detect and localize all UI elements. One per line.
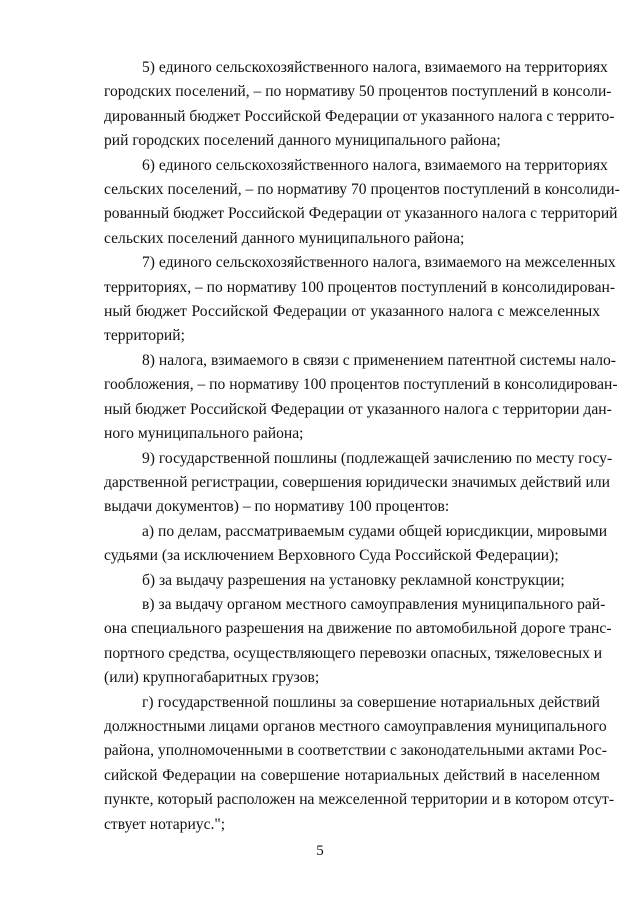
- subparagraph-v: [104, 593, 612, 691]
- text-line: ствует нотариус.";: [104, 815, 226, 833]
- text-line: судьями (за исключением Верховного Суда Российской Федерации);: [104, 547, 559, 565]
- text-line: 8) налога, взимаемого в связи с применением патентной системы нало-: [142, 351, 616, 369]
- page-number: 5: [316, 843, 324, 859]
- text-line: 7) единого сельскохозяйственного налога, взимаемого на межселенных: [142, 254, 616, 272]
- paragraph-item-6: [104, 154, 620, 252]
- text-line: ного муниципального района;: [104, 425, 304, 443]
- text-line: выдачи документов) – по нормативу 100 процентов:: [104, 498, 450, 516]
- paragraph-item-8: [104, 349, 618, 447]
- text-line: сельских поселений, – по нормативу 70 процентов поступлений в консолиди-: [104, 181, 620, 199]
- text-line: ный бюджет Российской Федерации от указанного налога с территории дан-: [104, 400, 612, 418]
- text-line: городских поселений, – по нормативу 50 процентов поступлений в консоли-: [104, 83, 612, 101]
- text-line: должностными лицами органов местного самоуправления муниципального: [104, 717, 607, 735]
- text-line: рий городских поселений данного муниципального района;: [104, 132, 501, 150]
- text-line: 9) государственной пошлины (подлежащей зачислению по месту госу-: [142, 449, 613, 467]
- text-line: рованный бюджет Российской Федерации от указанного налога с территорий: [104, 205, 618, 223]
- text-line: района, уполномоченными в соответствии с законодательными актами Рос-: [104, 742, 607, 760]
- subparagraph-b: [104, 569, 600, 593]
- text-line: 6) единого сельскохозяйственного налога, взимаемого на территориях: [142, 156, 608, 174]
- subparagraph-a: [104, 520, 608, 569]
- document-body: [104, 56, 620, 837]
- paragraph-item-9: [104, 447, 613, 520]
- text-line: дированный бюджет Российской Федерации от указанного налога с террито-: [104, 107, 615, 125]
- text-line: ный бюджет Российской Федерации от указанного налога с межселенных: [104, 303, 600, 321]
- text-line: 5) единого сельскохозяйственного налога, взимаемого на территориях: [142, 59, 608, 76]
- text-line: гообложения, – по нормативу 100 процентов поступлений в консолидирован-: [104, 376, 618, 394]
- text-line: а) по делам, рассматриваемым судами общей юрисдикции, мировыми: [142, 522, 608, 540]
- text-line: сийской Федерации на совершение нотариальных действий в населенном: [104, 766, 600, 784]
- text-line: территориях, – по нормативу 100 процентов поступлений в консолидирован-: [104, 278, 616, 296]
- text-line: она специального разрешения на движение по автомобильной дороге транс-: [104, 620, 612, 638]
- subparagraph-g: [104, 691, 615, 837]
- paragraph-item-7: [104, 251, 616, 349]
- text-line: б) за выдачу разрешения на установку рекламной конструкции;: [142, 571, 565, 589]
- text-line: дарственной регистрации, совершения юридически значимых действий или: [104, 473, 610, 491]
- text-line: портного средства, осуществляющего перевозки опасных, тяжеловесных и: [104, 644, 603, 662]
- text-line: в) за выдачу органом местного самоуправления муниципального рай-: [142, 595, 606, 613]
- text-line: территорий;: [104, 327, 185, 345]
- text-line: пункте, который расположен на межселенной территории и в котором отсут-: [104, 791, 615, 809]
- paragraph-item-5: [104, 56, 615, 154]
- text-line: сельских поселений данного муниципального района;: [104, 229, 465, 247]
- text-line: г) государственной пошлины за совершение нотариальных действий: [142, 693, 600, 711]
- text-line: (или) крупногабаритных грузов;: [104, 669, 320, 687]
